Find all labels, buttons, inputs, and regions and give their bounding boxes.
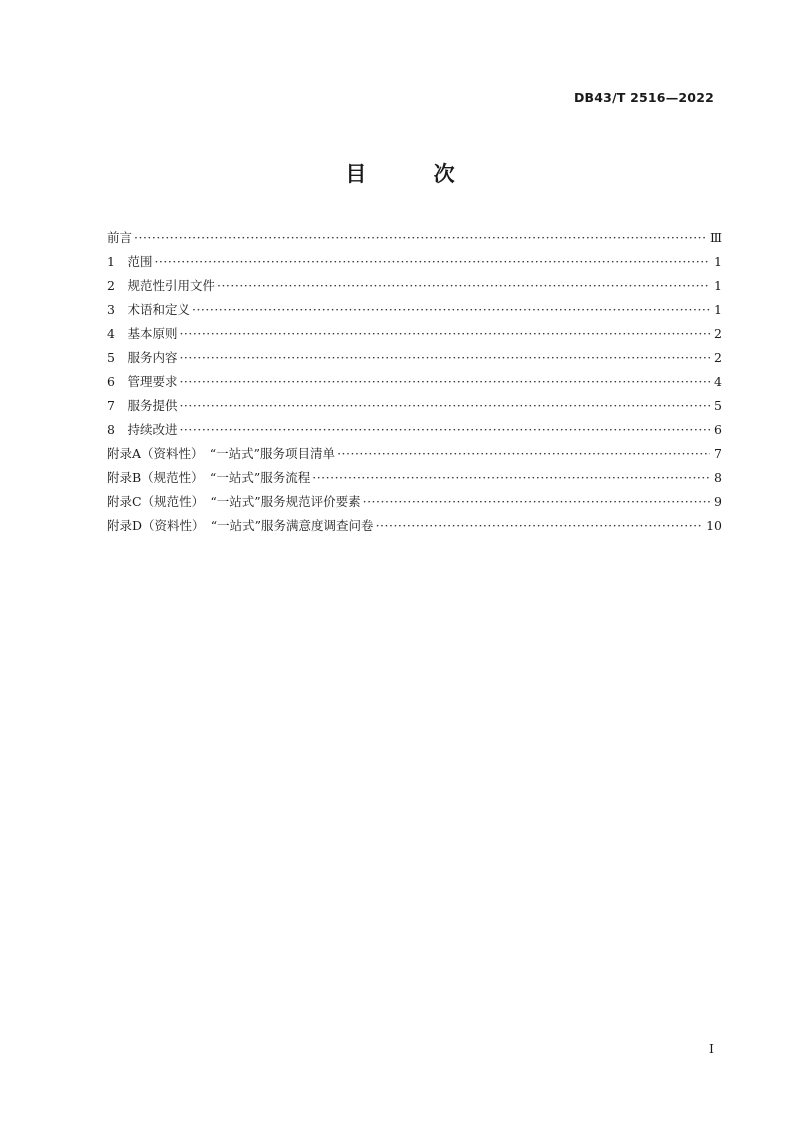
toc-entry-label: 1 范围 [107, 254, 153, 269]
toc-entry-page: 4 [714, 374, 722, 389]
table-of-contents [107, 226, 722, 538]
dot-leader [312, 466, 710, 490]
toc-entry-scope[interactable] [107, 250, 722, 274]
dot-leader [376, 514, 703, 538]
toc-entry-management-requirements[interactable] [107, 370, 722, 394]
toc-entry-label: 附录D（资料性） “一站式”服务满意度调查问卷 [107, 518, 374, 533]
toc-entry-page: 8 [714, 470, 722, 485]
toc-entry-normative-references[interactable] [107, 274, 722, 298]
dot-leader [179, 322, 710, 346]
dot-leader [179, 394, 710, 418]
toc-entry-label: 2 规范性引用文件 [107, 278, 215, 293]
toc-entry-continuous-improvement[interactable] [107, 418, 722, 442]
toc-entry-label: 附录B（规范性） “一站式”服务流程 [107, 470, 311, 485]
toc-entry-label: 6 管理要求 [107, 374, 178, 389]
toc-entry-page: 5 [714, 398, 722, 413]
dot-leader [134, 226, 706, 250]
toc-entry-service-content[interactable] [107, 346, 722, 370]
toc-entry-label: 4 基本原则 [107, 326, 178, 341]
toc-entry-label: 7 服务提供 [107, 398, 178, 413]
dot-leader [179, 418, 710, 442]
page-title: 目 次 [345, 162, 485, 186]
toc-entry-label: 3 术语和定义 [107, 302, 190, 317]
document-code: DB43/T 2516—2022 [573, 90, 714, 105]
toc-entry-page: 2 [714, 350, 722, 365]
toc-entry-label: 前言 [107, 230, 133, 245]
toc-entry-label: 附录A（资料性） “一站式”服务项目清单 [107, 446, 336, 461]
toc-entry-page: 7 [714, 446, 722, 461]
dot-leader [363, 490, 710, 514]
dot-leader [192, 298, 710, 322]
toc-entry-appendix-b[interactable] [107, 466, 722, 490]
toc-entry-page: 9 [714, 494, 722, 509]
toc-entry-page: Ⅲ [709, 230, 722, 245]
dot-leader [154, 250, 710, 274]
toc-entry-page: 10 [706, 518, 722, 533]
toc-entry-basic-principles[interactable] [107, 322, 722, 346]
toc-entry-page: 2 [714, 326, 722, 341]
toc-entry-label: 附录C（规范性） “一站式”服务规范评价要素 [107, 494, 361, 509]
toc-entry-label: 8 持续改进 [107, 422, 178, 437]
toc-entry-page: 1 [714, 254, 722, 269]
toc-entry-appendix-d[interactable] [107, 514, 722, 538]
toc-entry-foreword[interactable] [107, 226, 722, 250]
toc-entry-appendix-c[interactable] [107, 490, 722, 514]
toc-entry-label: 5 服务内容 [107, 350, 178, 365]
toc-entry-page: 1 [714, 278, 722, 293]
dot-leader [179, 346, 710, 370]
toc-entry-page: 6 [714, 422, 722, 437]
toc-entry-page: 1 [714, 302, 722, 317]
toc-entry-service-provision[interactable] [107, 394, 722, 418]
dot-leader [179, 370, 710, 394]
page-number: I [709, 1041, 714, 1056]
toc-entry-appendix-a[interactable] [107, 442, 722, 466]
dot-leader [337, 442, 710, 466]
toc-entry-terms-definitions[interactable] [107, 298, 722, 322]
dot-leader [217, 274, 710, 298]
